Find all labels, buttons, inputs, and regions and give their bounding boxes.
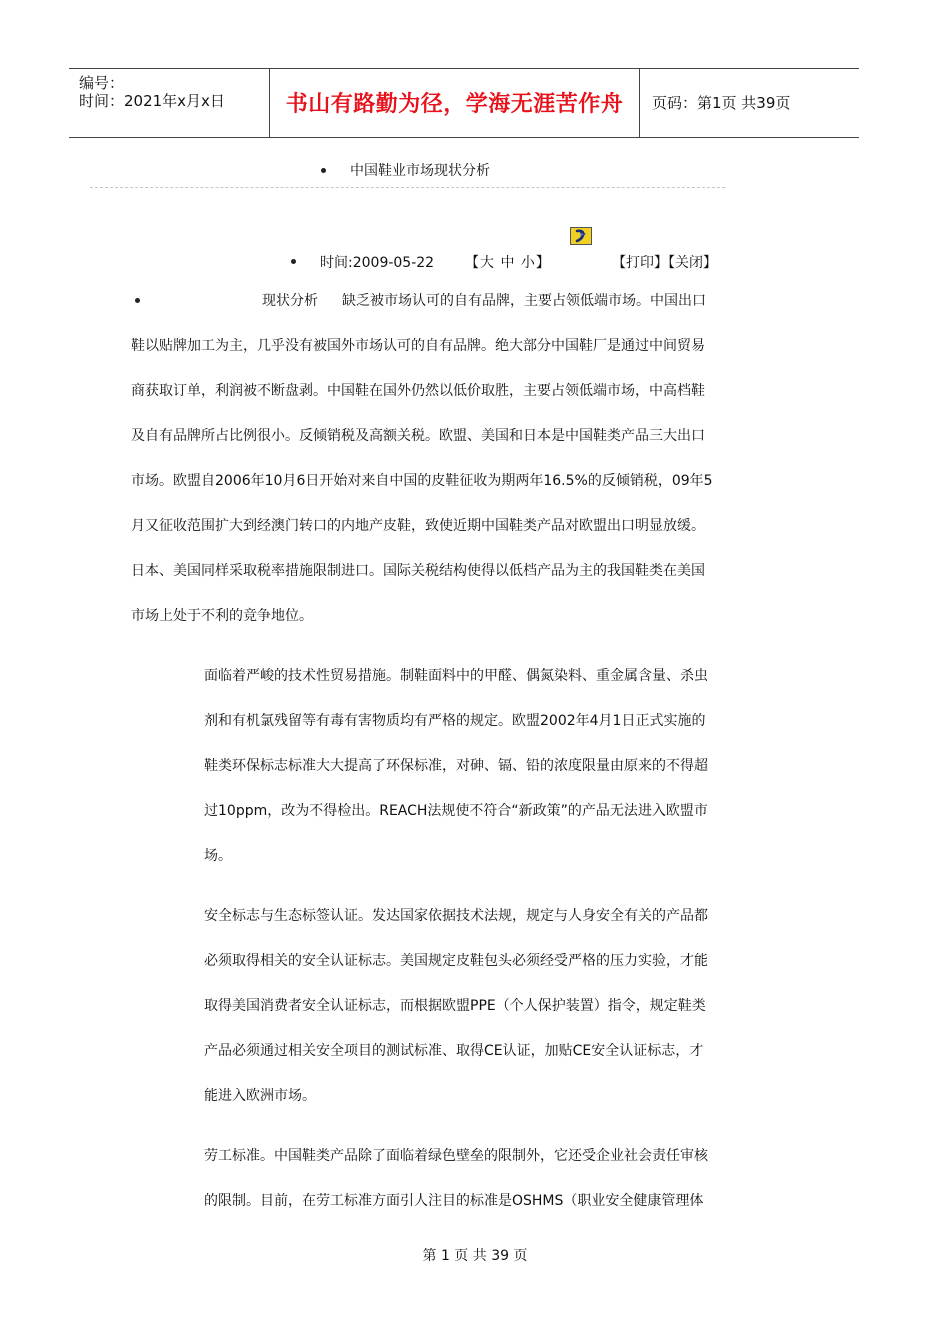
paragraph-line: 面临着严峻的技术性贸易措施。制鞋面料中的甲醛、偶氮染料、重金属含量、杀虫: [204, 668, 708, 684]
divider: [90, 187, 725, 188]
print-icon[interactable]: [570, 227, 592, 245]
font-size-controls[interactable]: 【大 中 小】: [465, 255, 551, 271]
paragraph-line: 劳工标准。中国鞋类产品除了面临着绿色壁垒的限制外，它还受企业社会责任审核: [204, 1148, 708, 1164]
paragraph-line: 及自有品牌所占比例很小。反倾销税及高额关税。欧盟、美国和日本是中国鞋类产品三大出口: [131, 428, 705, 444]
document-header: [69, 68, 859, 138]
paragraph-line: 取得美国消费者安全认证标志，而根据欧盟PPE（个人保护装置）指令，规定鞋类: [204, 998, 706, 1014]
paragraph-line: 产品必须通过相关安全项目的测试标准、取得CE认证，加贴CE安全认证标志，才: [204, 1043, 704, 1059]
article-title: 中国鞋业市场现状分析: [350, 163, 490, 179]
paragraph-line: 商获取订单，利润被不断盘剥。中国鞋在国外仍然以低价取胜，主要占领低端市场，中高档鞋: [131, 383, 705, 399]
intro-lead: 现状分析: [262, 293, 318, 309]
page-footer: 第 1 页 共 39 页: [422, 1248, 528, 1264]
motto: 书山有路勤为径，学海无涯苦作舟: [285, 91, 624, 117]
paragraph-line: 场。: [204, 848, 232, 864]
paragraph-line: 鞋以贴牌加工为主，几乎没有被国外市场认可的自有品牌。绝大部分中国鞋厂是通过中间贸易: [131, 338, 705, 354]
header-meta-cell: [69, 69, 270, 137]
paragraph-line: 能进入欧洲市场。: [204, 1088, 316, 1104]
paragraph-line: 月又征收范围扩大到经澳门转口的内地产皮鞋，致使近期中国鞋类产品对欧盟出口明显放缓。: [131, 518, 705, 534]
paragraph-line: 安全标志与生态标签认证。发达国家依据技术法规，规定与人身安全有关的产品都: [204, 908, 708, 924]
bullet-icon: [291, 259, 296, 264]
paragraph-line: 日本、美国同样采取税率措施限制进口。国际关税结构使得以低档产品为主的我国鞋类在美国: [131, 563, 705, 579]
paragraph-line: 市场。欧盟自2006年10月6日开始对来自中国的皮鞋征收为期两年16.5%的反倾销税，09年5: [131, 473, 713, 489]
paragraph-line: 必须取得相关的安全认证标志。美国规定皮鞋包头必须经受严格的压力实验，才能: [204, 953, 708, 969]
page-code: 页码：第1页 共39页: [652, 94, 791, 112]
header-motto-cell: [270, 69, 640, 137]
article-actions[interactable]: 【打印】【关闭】: [612, 255, 717, 271]
paragraph-line: 剂和有机氯残留等有毒有害物质均有严格的规定。欧盟2002年4月1日正式实施的: [204, 713, 706, 729]
serial-number-label: 编号：: [79, 74, 125, 92]
publish-date: 时间:2009-05-22: [320, 255, 435, 271]
paragraph-line: 鞋类环保标志标准大大提高了环保标准，对砷、镉、铅的浓度限量由原来的不得超: [204, 758, 708, 774]
paragraph-line: 的限制。目前，在劳工标准方面引人注目的标准是OSHMS（职业安全健康管理体: [204, 1193, 704, 1209]
bullet-icon: [321, 168, 326, 173]
paragraph-line: 市场上处于不利的竞争地位。: [131, 608, 313, 624]
header-page-cell: [640, 69, 859, 137]
time-label: 时间：2021年x月x日: [79, 92, 225, 110]
bullet-icon: [135, 298, 140, 303]
paragraph-line: 过10ppm，改为不得检出。REACH法规使不符合“新政策”的产品无法进入欧盟市: [204, 803, 708, 819]
paragraph-line: 缺乏被市场认可的自有品牌，主要占领低端市场。中国出口: [342, 293, 706, 309]
